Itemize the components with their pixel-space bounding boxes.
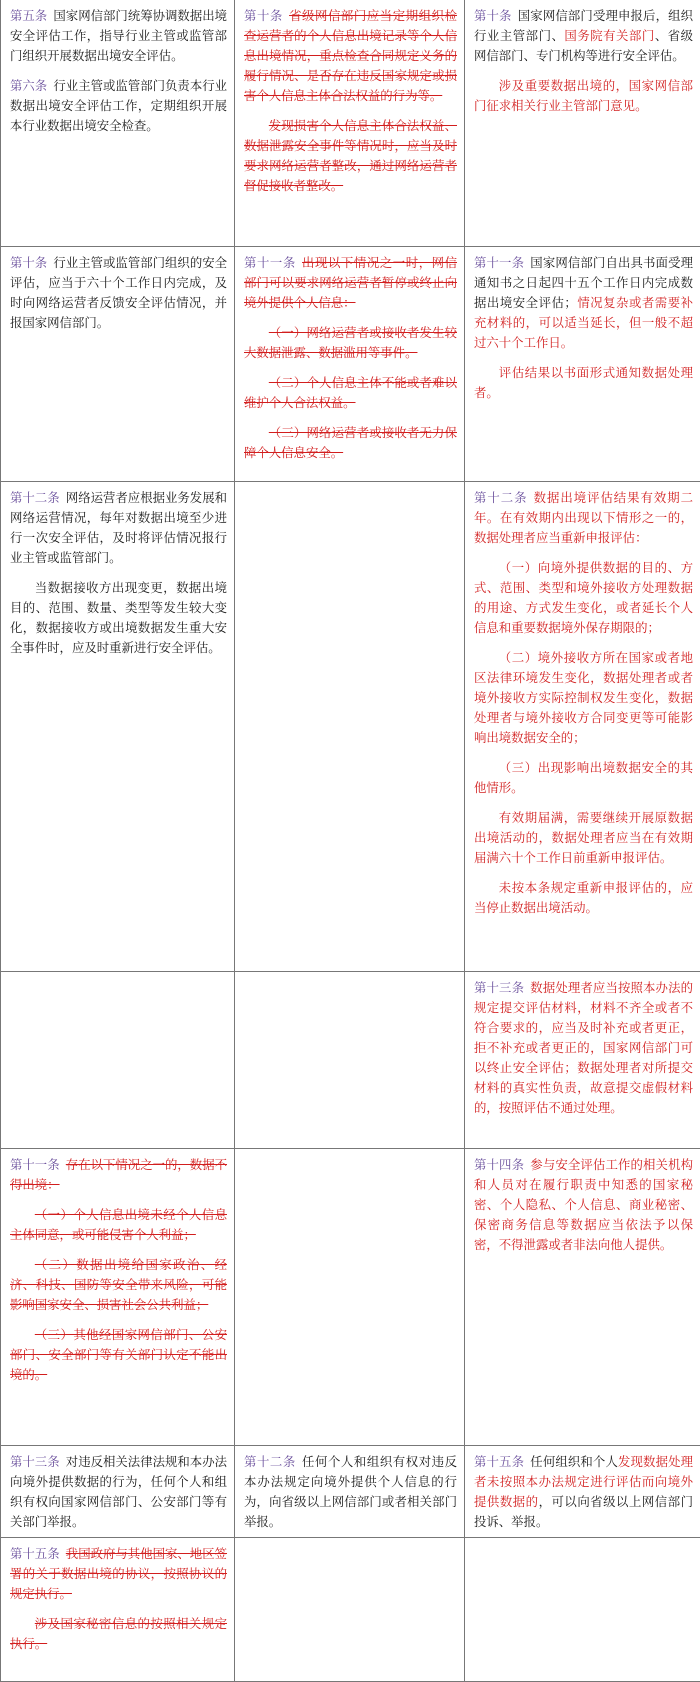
table-row xyxy=(1,0,700,246)
article-paragraph xyxy=(474,6,693,66)
clause-text: 国家网信部门受理申报后，组织行业主管部门、 xyxy=(474,8,693,43)
col-new-cell xyxy=(465,0,700,246)
article-paragraph xyxy=(10,1155,227,1195)
col-new-cell xyxy=(465,246,700,481)
deleted-text: 发现损害个人信息主体合法权益、数据泄露安全事件等情况时，应当及时要求网络运营者整改，通过网络运营者督促接收者整改。 xyxy=(244,118,457,193)
added-text: 数据出境评估结果有效期二年。在有效期内出现以下情形之一的，数据处理者应当重新申报评估： xyxy=(474,490,693,545)
deleted-text: 我国政府与其他国家、地区签署的关于数据出境的协议，按照协议的规定执行。 xyxy=(10,1546,227,1601)
article-number: 第十五条 xyxy=(474,1454,524,1469)
col-mid-cell xyxy=(235,1537,465,1681)
article-number: 第十条 xyxy=(244,8,283,23)
col-old-cell xyxy=(1,971,235,1148)
added-text: 有效期届满，需要继续开展原数据出境活动的，数据处理者应当在有效期届满六十个工作日前重新申报评估。 xyxy=(474,810,693,865)
article-paragraph xyxy=(10,1452,227,1532)
col-mid-cell xyxy=(235,0,465,246)
col-old-cell xyxy=(1,1148,235,1445)
clause-text: 、省级网信部门、专门机构等进行安全评估。 xyxy=(474,28,693,63)
col-old-cell xyxy=(1,246,235,481)
clause-text: 行业主管或监管部门负责本行业数据出境安全评估工作，定期组织开展本行业数据出境安全检查。 xyxy=(10,78,227,133)
col-new-cell xyxy=(465,971,700,1148)
deleted-text: （三）其他经国家网信部门、公安部门、安全部门等有关部门认定不能出境的。 xyxy=(10,1327,227,1382)
added-text: （一）向境外提供数据的目的、方式、范围、类型和境外接收方处理数据的用途、方式发生变化，或者延长个人信息和重要数据境外保存期限的； xyxy=(474,560,693,635)
deleted-text: （三）网络运营者或接收者无力保障个人信息安全。 xyxy=(244,425,457,460)
added-text: 评估结果以书面形式通知数据处理者。 xyxy=(474,365,693,400)
deleted-text: （二）数据出境给国家政治、经济、科技、国防等安全带来风险，可能影响国家安全、损害社会公共利益； xyxy=(10,1257,227,1312)
article-paragraph xyxy=(10,6,227,66)
clause-text: 对违反相关法律法规和本办法向境外提供数据的行为，任何个人和组织有权向国家网信部门、公安部门等有关部门举报。 xyxy=(10,1454,227,1529)
col-new-cell xyxy=(465,1148,700,1445)
clause-paragraph xyxy=(474,76,693,116)
deleted-text: 省级网信部门应当定期组织检查运营者的个人信息出境记录等个人信息出境情况，重点检查合同规定义务的履行情况、是否存在违反国家规定或损害个人信息主体合法权益的行为等。 xyxy=(244,8,457,103)
added-text: 未按本条规定重新申报评估的，应当停止数据出境活动。 xyxy=(474,880,693,915)
clause-paragraph xyxy=(474,758,693,798)
article-paragraph xyxy=(474,488,693,548)
table-row xyxy=(1,1537,700,1681)
clause-paragraph xyxy=(10,1325,227,1385)
article-number: 第十条 xyxy=(474,8,512,23)
article-paragraph xyxy=(474,1452,693,1532)
article-number: 第十一条 xyxy=(10,1157,60,1172)
article-paragraph xyxy=(10,76,227,136)
clause-paragraph xyxy=(10,578,227,658)
article-paragraph xyxy=(10,488,227,568)
deleted-text: （一）网络运营者或接收者发生较大数据泄露、数据滥用等事件。 xyxy=(244,325,457,360)
added-text: （二）境外接收方所在国家或者地区法律环境发生变化，数据处理者或者境外接收方实际控制权发生变化，数据处理者与境外接收方合同变更等可能影响出境数据安全的； xyxy=(474,650,693,745)
table-row xyxy=(1,246,700,481)
col-new-cell xyxy=(465,1537,700,1681)
added-text: 参与安全评估工作的相关机构和人员对在履行职责中知悉的国家秘密、个人隐私、个人信息、商业秘密、保密商务信息等数据应当依法予以保密，不得泄露或者非法向他人提供。 xyxy=(474,1157,693,1252)
col-old-cell xyxy=(1,1537,235,1681)
clause-paragraph xyxy=(474,558,693,638)
added-text: 涉及重要数据出境的，国家网信部门征求相关行业主管部门意见。 xyxy=(474,78,693,113)
clause-text: 任何组织和个人 xyxy=(530,1454,618,1469)
deleted-text: （一）个人信息出境未经个人信息主体同意，或可能侵害个人利益； xyxy=(10,1207,227,1242)
article-number: 第六条 xyxy=(10,78,47,93)
article-number: 第十三条 xyxy=(10,1454,60,1469)
article-number: 第十二条 xyxy=(10,490,60,505)
article-number: 第十二条 xyxy=(474,490,527,505)
article-paragraph xyxy=(474,978,693,1118)
article-paragraph xyxy=(474,253,693,353)
col-mid-cell xyxy=(235,1148,465,1445)
article-paragraph xyxy=(10,1544,227,1604)
clause-paragraph xyxy=(10,1255,227,1315)
col-mid-cell xyxy=(235,246,465,481)
article-number: 第十五条 xyxy=(10,1546,60,1561)
clause-paragraph xyxy=(244,423,457,463)
article-paragraph xyxy=(474,1155,693,1255)
article-number: 第十条 xyxy=(10,255,47,270)
clause-paragraph xyxy=(474,363,693,403)
added-text: 数据处理者应当按照本办法的规定提交评估材料，材料不齐全或者不符合要求的，应当及时补充或者更正，拒不补充或者更正的，国家网信部门可以终止安全评估；数据处理者对所提交材料的真实性负责，故意提交虚假材料的，按照评估不通过处理。 xyxy=(474,980,693,1115)
col-old-cell xyxy=(1,481,235,971)
comparison-table-body xyxy=(1,0,700,1681)
clause-text: 任何个人和组织有权对违反本办法规定向境外提供个人信息的行为，向省级以上网信部门或者相关部门举报。 xyxy=(244,1454,457,1529)
table-row xyxy=(1,971,700,1148)
clause-text: 国家网信部门统筹协调数据出境安全评估工作，指导行业主管或监管部门组织开展数据出境安全评估。 xyxy=(10,8,227,63)
clause-text: 当数据接收方出现变更，数据出境目的、范围、数量、类型等发生较大变化，数据接收方或出境数据发生重大安全事件时，应及时重新进行安全评估。 xyxy=(10,580,227,655)
table-row xyxy=(1,1445,700,1537)
added-text: 发现数据处理者未按照本办法规定进行评估而向境外提供数据的 xyxy=(474,1454,693,1509)
article-number: 第五条 xyxy=(10,8,47,23)
clause-text: 行业主管或监管部门组织的安全评估，应当于六十个工作日内完成，及时向网络运营者反馈安全评估情况，并报国家网信部门。 xyxy=(10,255,227,330)
col-mid-cell xyxy=(235,971,465,1148)
clause-paragraph xyxy=(10,1205,227,1245)
article-number: 第十一条 xyxy=(474,255,524,270)
clause-paragraph xyxy=(474,808,693,868)
clause-paragraph xyxy=(244,323,457,363)
table-row xyxy=(1,481,700,971)
article-paragraph xyxy=(244,1452,457,1532)
col-old-cell xyxy=(1,1445,235,1537)
table-row xyxy=(1,1148,700,1445)
clause-paragraph xyxy=(474,878,693,918)
deleted-text: 涉及国家秘密信息的按照相关规定执行。 xyxy=(10,1616,227,1651)
deleted-text: 出现以下情况之一时，网信部门可以要求网络运营者暂停或终止向境外提供个人信息： xyxy=(244,255,457,310)
article-number: 第十二条 xyxy=(244,1454,296,1469)
col-new-cell xyxy=(465,1445,700,1537)
deleted-text: （二）个人信息主体不能或者难以维护个人合法权益。 xyxy=(244,375,457,410)
article-number: 第十四条 xyxy=(474,1157,524,1172)
added-text: 国务院有关部门 xyxy=(564,28,654,43)
article-number: 第十一条 xyxy=(244,255,296,270)
clause-text: 国家网信部门自出具书面受理通知书之日起四十五个工作日内完成数据出境安全评估； xyxy=(474,255,693,310)
col-old-cell xyxy=(1,0,235,246)
clause-paragraph xyxy=(10,1614,227,1654)
col-mid-cell xyxy=(235,481,465,971)
clause-paragraph xyxy=(244,116,457,196)
clause-paragraph xyxy=(244,373,457,413)
article-paragraph xyxy=(10,253,227,333)
article-number: 第十三条 xyxy=(474,980,524,995)
article-paragraph xyxy=(244,6,457,106)
article-paragraph xyxy=(244,253,457,313)
added-text: （三）出现影响出境数据安全的其他情形。 xyxy=(474,760,693,795)
col-new-cell xyxy=(465,481,700,971)
col-mid-cell xyxy=(235,1445,465,1537)
clause-text: ，可以向省级以上网信部门投诉、举报。 xyxy=(474,1494,693,1529)
clause-paragraph xyxy=(474,648,693,748)
added-text: 情况复杂或者需要补充材料的，可以适当延长，但一般不超过六十个工作日。 xyxy=(474,295,693,350)
deleted-text: 存在以下情况之一的，数据不得出境： xyxy=(10,1157,227,1192)
clause-text: 网络运营者应根据业务发展和网络运营情况，每年对数据出境至少进行一次安全评估，及时将评估情况报行业主管或监管部门。 xyxy=(10,490,227,565)
